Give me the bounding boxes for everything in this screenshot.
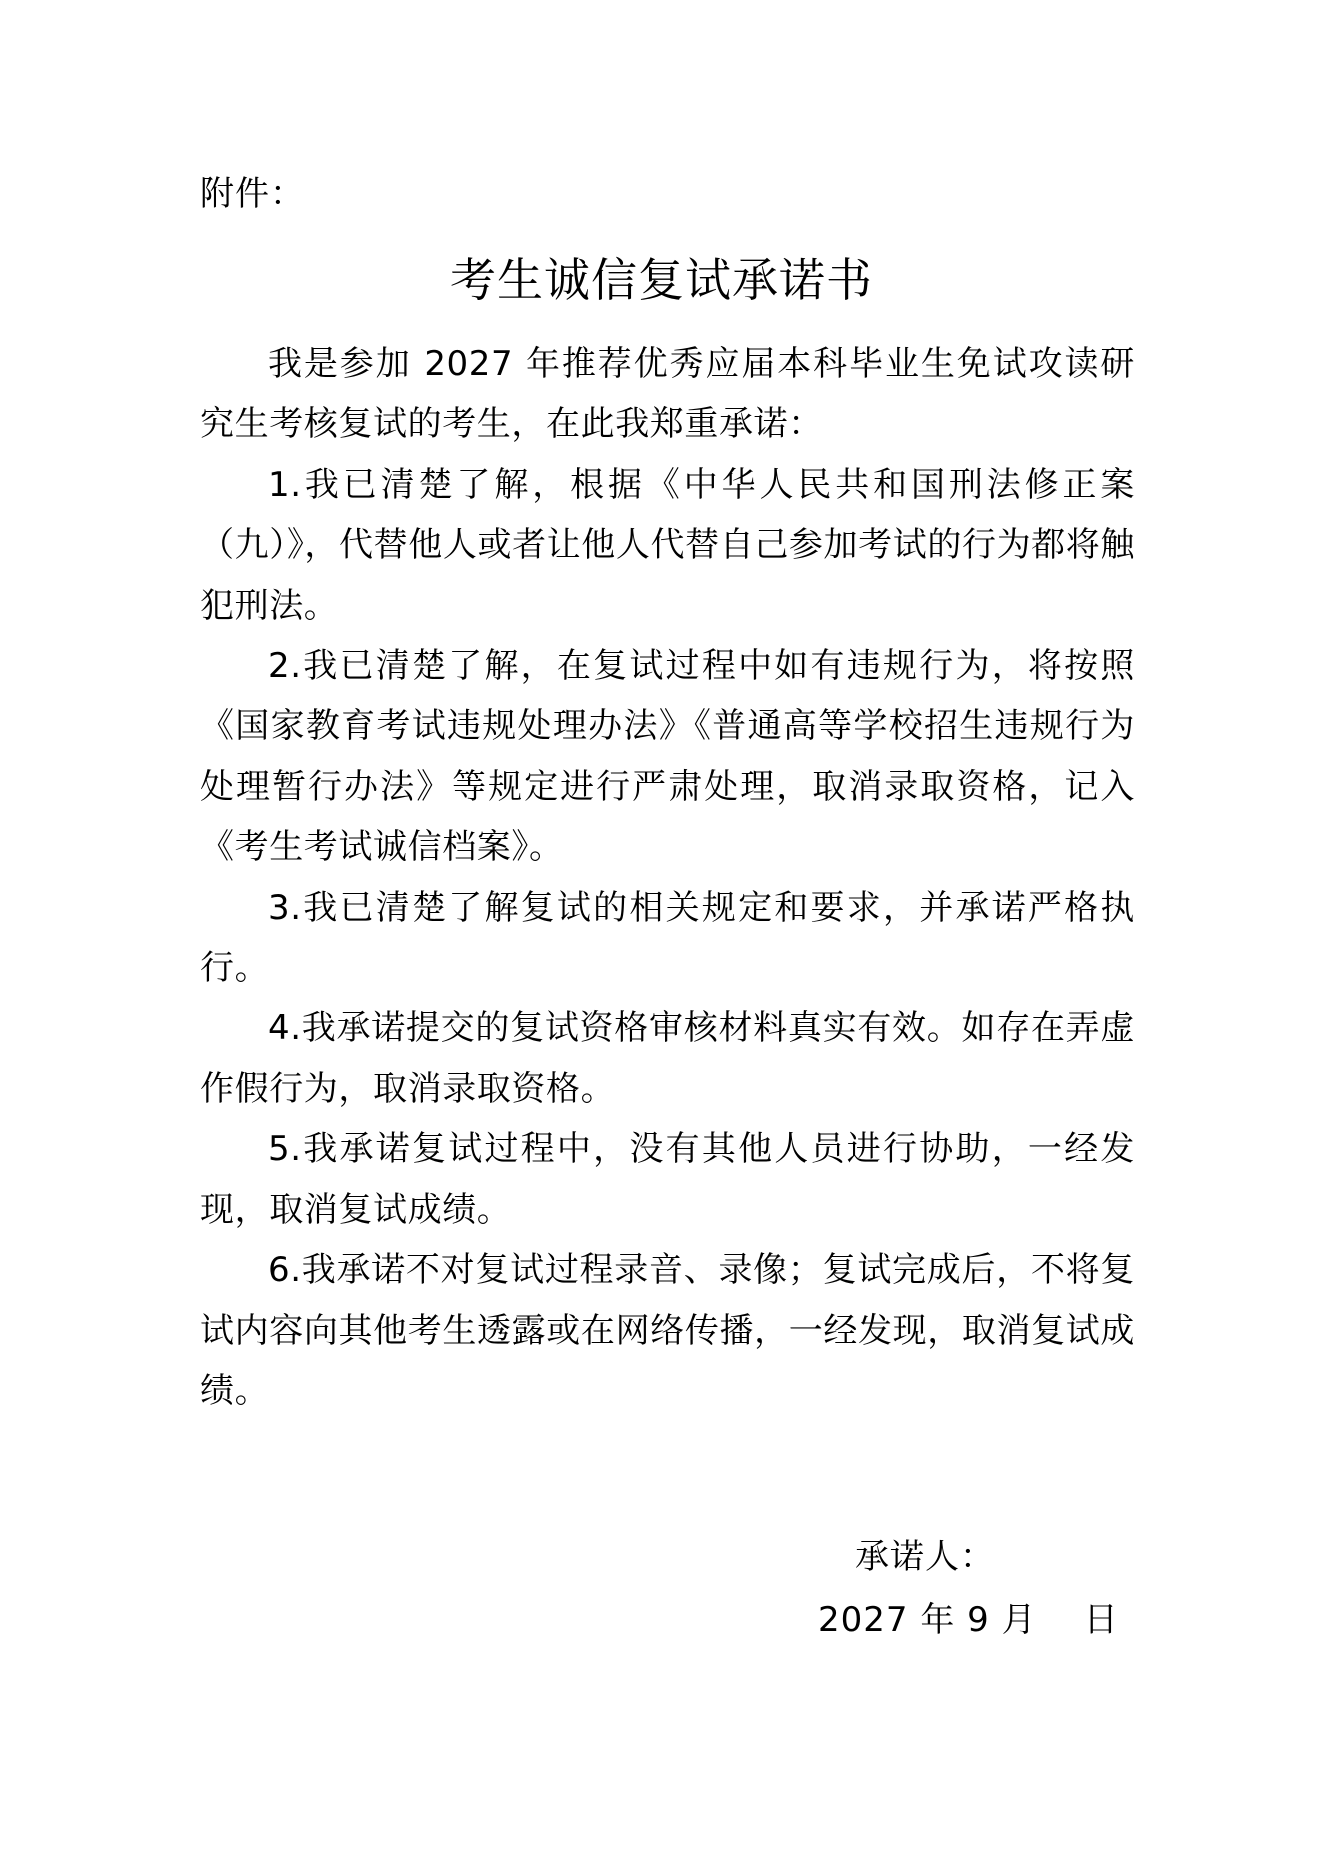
intro-paragraph: 我是参加 2027 年推荐优秀应届本科毕业生免试攻读研究生考核复试的考生，在此我郑重承诺： [200,344,1135,445]
signature-label: 承诺人： [855,1537,995,1577]
pledge-item-1: 1.我已清楚了解，根据《中华人民共和国刑法修正案（九）》，代替他人或者让他人代替自己参加考试的行为都将触犯刑法。 [200,464,1135,626]
attachment-label: 附件： [200,174,305,214]
pledge-item-3: 3.我已清楚了解复试的相关规定和要求，并承诺严格执行。 [200,887,1135,989]
pledge-item-6: 6.我承诺不对复试过程录音、录像；复试完成后，不将复试内容向其他考生透露或在网络传播，一经发现，取消复试成绩。 [200,1250,1135,1411]
pledge-item-5: 5.我承诺复试过程中，没有其他人员进行协助，一经发现，取消复试成绩。 [200,1129,1135,1230]
pledge-item-2: 2.我已清楚了解，在复试过程中如有违规行为，将按照《国家教育考试违规处理办法》《普通高等学校招生违规行为处理暂行办法》等规定进行严肃处理，取消录取资格，记入《考生考试诚信档案》。 [200,646,1135,868]
document-body [200,334,1135,1421]
date-line: 2027 年 9 月 日 [818,1600,1119,1640]
pledge-item-4: 4.我承诺提交的复试资格审核材料真实有效。如存在弄虚作假行为，取消录取资格。 [200,1008,1135,1109]
document-title: 考生诚信复试承诺书 [450,253,873,307]
